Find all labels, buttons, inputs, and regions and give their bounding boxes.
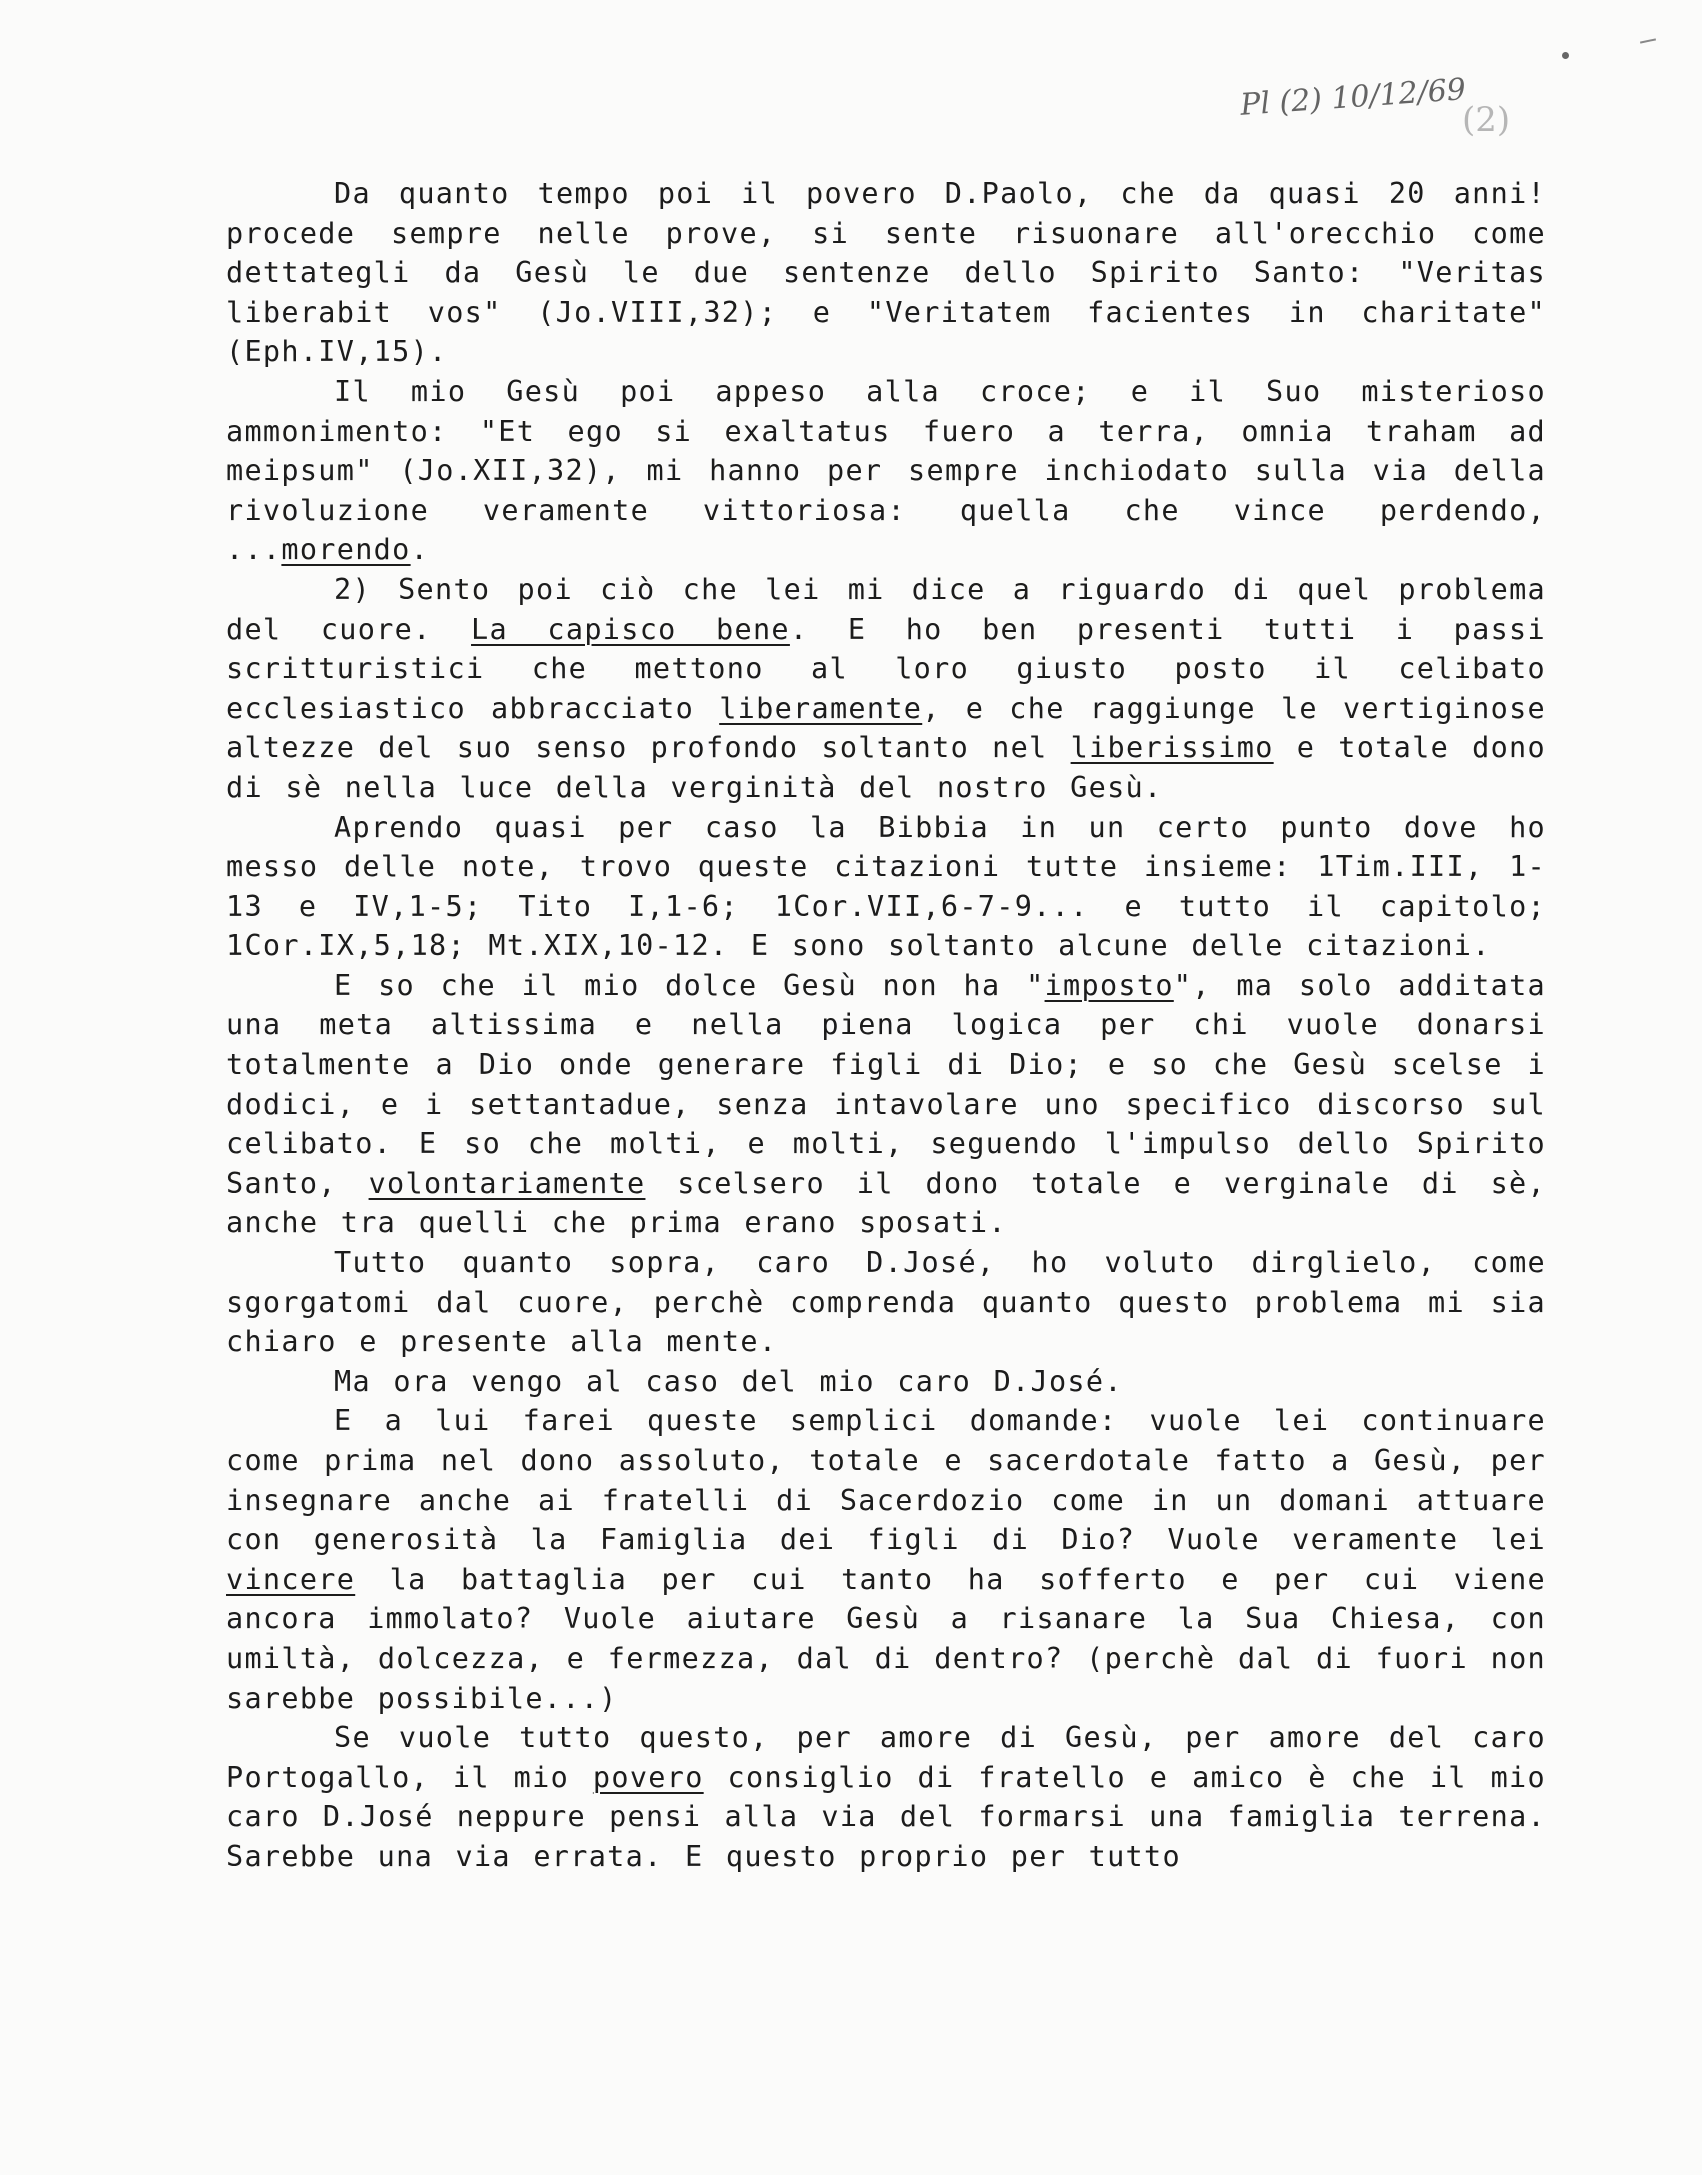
underlined-word: morendo — [281, 533, 411, 567]
page-number: (2) — [1462, 100, 1511, 140]
underlined-word: vincere — [226, 1562, 356, 1596]
ink-dot — [1562, 52, 1569, 59]
paragraph-8: E a lui farei queste semplici domande: vuole lei continuare come prima nel dono assoluto, totale e sacerdotale fatto a Gesù, per insegnare anche ai fratelli di Sacerdozio come in un domani attuare con generosità la Famiglia dei figli di Dio? Vuole veramente lei vincere la battaglia per cui tanto ha sofferto e per cui viene ancora immolato? Vuole aiutare Gesù a risanare la Sua Chiesa, con umiltà, dolcezza, e fermezza, dal di dentro? (perchè dal di fuori non sarebbe possibile...) — [226, 1404, 1546, 1715]
underlined-word: povero — [592, 1760, 704, 1794]
underlined-word: imposto — [1044, 968, 1174, 1002]
paragraph-3: 2) Sento poi ciò che lei mi dice a riguardo di quel problema del cuore. La capisco bene. E ho ben presenti tutti i passi scritturistici che mettono al loro giusto posto il celibato ecclesiastico abbracciato liberamente, e che raggiunge le vertiginose altezze del suo senso profondo soltanto nel liberissimo e totale dono di sè nella luce della verginità del nostro Gesù. — [226, 572, 1547, 804]
underlined-phrase: La capisco bene — [471, 612, 790, 646]
underlined-word: volontariamente — [368, 1166, 646, 1200]
paragraph-6: Tutto quanto sopra, caro D.José, ho voluto dirglielo, come sgorgatomi dal cuore, perchè comprenda quanto questo problema mi sia chiaro e presente alla mente. — [226, 1246, 1546, 1359]
paragraph-2: Il mio Gesù poi appeso alla croce; e il Suo misterioso ammonimento: "Et ego si exaltatus fuero a terra, omnia traham ad meipsum" (Jo.XII,32), mi hanno per sempre inchiodato sulla via della rivoluzione veramente vittoriosa: quella che vince perdendo, ...morendo. — [226, 374, 1546, 567]
paragraph-9: Se vuole tutto questo, per amore di Gesù, per amore del caro Portogallo, il mio povero consiglio di fratello e amico è che il mio caro D.José neppure pensi alla via del formarsi una famiglia terrena. Sarebbe una via errata. E questo proprio per tutto — [226, 1721, 1546, 1873]
handwritten-annotation: Pl (2) 10/12/69 — [1239, 72, 1468, 123]
ink-mark — [1640, 38, 1656, 43]
underlined-word: liberissimo — [1070, 731, 1274, 765]
paragraph-5: E so che il mio dolce Gesù non ha "imposto", ma solo additata una meta altissima e nella piena logica per chi vuole donarsi totalmente a Dio onde generare figli di Dio; e so che Gesù scelse i dodici, e i settantadue, senza intavolare uno specifico discorso sul celibato. E so che molti, e molti, seguendo l'impulso dello Spirito Santo, volontariamente scelsero il dono totale e verginale di sè, anche tra quelli che prima erano sposati. — [226, 968, 1546, 1240]
underlined-word: liberamente — [719, 691, 923, 725]
letter-body — [226, 174, 1546, 1877]
paragraph-4: Aprendo quasi per caso la Bibbia in un certo punto dove ho messo delle note, trovo queste citazioni tutte insieme: 1Tim.III, 1-13 e IV,1-5; Tito I,1-6; 1Cor.VII,6-7-9... e tutto il capitolo; 1Cor.IX,5,18; Mt.XIX,10-12. E sono soltanto alcune delle citazioni. — [226, 810, 1546, 963]
paragraph-1: Da quanto tempo poi il povero D.Paolo, che da quasi 20 anni! procede sempre nelle prove, si sente risuonare all'orecchio come dettategli da Gesù le due sentenze dello Spirito Santo: "Veritas liberabit vos" (Jo.VIII,32); e "Veritatem facientes in charitate" (Eph.IV,15). — [226, 177, 1546, 369]
paragraph-7: Ma ora vengo al caso del mio caro D.José. — [334, 1364, 1123, 1398]
